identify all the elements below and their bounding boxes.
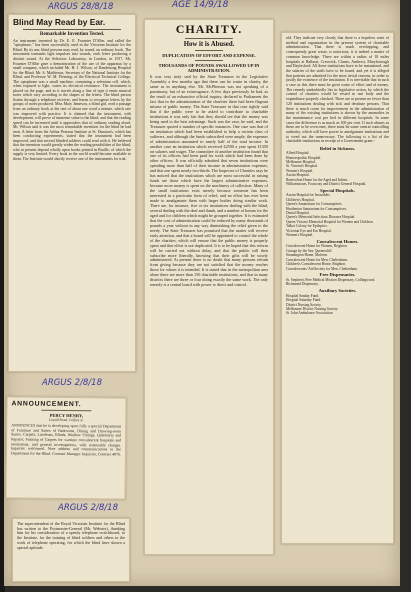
annotation-age-top: AGE 14/9/18 bbox=[172, 0, 229, 10]
list-item: Cottage by the Sea, Queenscliff. bbox=[286, 248, 333, 253]
list-item: Hospital Sunday Fund. bbox=[286, 293, 320, 298]
clipping-royal-institute bbox=[12, 518, 130, 582]
announcement-body: ANNOUNCES that he is developing upon fully a special Department of Furniture and Suites of Bedrooms, Dining and Drawing-room Suites, Carpets, Linoleum, Blinds, Window Fittings, Upholstery and Repairs; Painting of Carpets for wartime convalescent hospitals and institutions, and general investigations, with reasonable charges. Inquiries welcomed. Note address and communications to the Department for the Blind. Contract Manager. Inquiries, Contract 4076. bbox=[10, 423, 122, 457]
clipping-announcement bbox=[5, 396, 126, 499]
relief-convalescent-heading: Convalescent Homes. bbox=[316, 238, 359, 244]
list-item: Melbourne District Nursing Society. bbox=[286, 306, 339, 311]
list-item: Talbot Colony for Epileptics. bbox=[286, 224, 328, 229]
list-item: Austin Hospital. bbox=[286, 173, 310, 178]
announcement-address: Liquid Road, Collins st. bbox=[49, 417, 84, 423]
clipping-headline: Blind May Read by Ear. bbox=[13, 17, 106, 27]
annotation-argus-bottom: ARGUS 2/8/18 bbox=[58, 503, 118, 513]
relief-intro: old. They indicate very clearly that there is a hopeless want of method and organisation in the present system of charitable administration. That there is much overlapping, and consequently great waste, is notorious; it is indeed a matter of common knowledge. There are within a radius of 10 miles hospitals at Ballarat, Creswick, Clunes, Amherst, Maryborough and Daylesford. All these institutions have to be maintained, and the salaries of the staffs have to be found, and yet it is alleged that patients are admitted for the most trivial reasons, in order to justify the existence of the institution. It is inevitable that in such a case as this there must be great waste of effort and of money. The remedy undoubtedly lies in legislative action, by which the control of charities would be vested in one body and the expenditure properly checked. There are at present no fewer than 120 institutions dealing with sick and destitute persons. That there is much room for improvement in the administration of many of the existing institutions is shown by the anomalies in the maintenance cost per bed in different hospitals. In some cases the difference is as much as 100 per cent. If such abuses as these are to be overcome, there must be some central controlling authority, which will have power to amalgamate institutions and to weed out the unnecessary. The following is a list of the charitable institutions in receipt of a Government grant:- bbox=[286, 35, 389, 144]
list-item: Austin Hospital for Incurables. bbox=[286, 193, 331, 198]
charity-deck-1: DUPLICATION OF EFFORT AND EXPENSE. bbox=[162, 52, 256, 58]
list-item: District Nursing Society. bbox=[286, 302, 322, 307]
list-item: Victorian Eye and Ear Hospital. bbox=[286, 228, 332, 233]
list-item: Women's Hospital. bbox=[286, 168, 314, 173]
annotation-argus-mid: ARGUS 2/8/18 bbox=[42, 378, 102, 388]
list-item: St. Stephen's Free Medical Mission Dispensary, Collingwood. bbox=[286, 277, 376, 282]
list-item: Dental Hospital. bbox=[286, 211, 310, 216]
list-item: Queen Victoria Memorial Hospital for Women and Children. bbox=[286, 219, 374, 224]
list-item: Children's Convalescent Home, Brighton. bbox=[286, 262, 347, 267]
relief-sickness-list bbox=[286, 151, 389, 186]
list-item: Stonnington Home, Malvern. bbox=[286, 253, 329, 258]
list-item: Alfred Hospital. bbox=[286, 151, 310, 156]
relief-special-heading: Special Hospitals. bbox=[320, 187, 355, 193]
list-item: Convalescent Home for Women, Brighton. bbox=[286, 244, 348, 249]
announcement-title: PERCY HENRY, bbox=[49, 412, 83, 419]
relief-special-list bbox=[286, 193, 389, 237]
list-item: Benevolent Home for the Aged and Infirm. bbox=[286, 177, 348, 182]
list-item: Convalescents' Aid Society for Men, Cheltenham. bbox=[286, 266, 358, 271]
relief-dispensaries-list bbox=[286, 278, 389, 287]
list-item: St. Vincent's Hospital. bbox=[286, 164, 318, 169]
list-item: Queen's Memorial Infectious Diseases Hospital. bbox=[286, 215, 356, 220]
announcement-headline: ANNOUNCEMENT. bbox=[11, 400, 82, 409]
relief-convalescent-list bbox=[286, 244, 389, 270]
royal-institute-body: The superintendent of the Royal Victorian Institute for the Blind has written to the Postmaster-General (Mr. Webster), thanking him for his consideration of a speedy telephone switchboard, to the Institute, for the training of blind soldiers and others in the work of telephone operating, for which the blind have shown a special aptitude. bbox=[17, 521, 125, 550]
charity-subhead: How it is Abused. bbox=[183, 40, 235, 48]
charity-deck-2: THOUSANDS OF POUNDS SWALLOWED UP IN ADMINISTRATION. bbox=[158, 62, 260, 73]
relief-dispensaries-heading: Free Dispensaries. bbox=[319, 272, 356, 278]
list-item: Heatherton Sanatorium for Consumptives. bbox=[286, 206, 347, 211]
list-item: St. John Ambulance Association. bbox=[286, 311, 334, 316]
list-item: Queen's Sanatorium for Consumptives. bbox=[286, 202, 343, 207]
clipping-blind-read-by-ear bbox=[8, 14, 136, 372]
relief-auxiliary-list bbox=[286, 294, 389, 316]
list-item: Williamstown, Footscray and District General Hospital. bbox=[286, 182, 367, 187]
annotation-argus-top: ARGUS 28/8/18 bbox=[48, 2, 114, 12]
clipping-charity bbox=[144, 19, 274, 555]
clipping-subhead: Remarkable Invention Tested. bbox=[39, 31, 105, 37]
list-item: Melbourne Hospital. bbox=[286, 159, 316, 164]
charity-headline: CHARITY. bbox=[175, 22, 243, 36]
list-item: Richmond Dispensary. bbox=[286, 282, 319, 287]
relief-sickness-heading: Relief in Sickness. bbox=[319, 145, 356, 151]
charity-body: It was very truly said by the State Treasurer in the Legislative Assembly a few months ago that there can be waste in charity, the same as in anything else. Mr. McPherson was not speaking of a parsimony, but of an extravagance. A few days previously he had, as the result of an exhaustive official inquiry, declared to Parliament the fact that in the administration of the charities there had been flagrant misuse of public money. The State Treasurer in that case rightly said that if the public were to be asked to contribute to charitable institutions it was only fair that they should see that the money was being used to the best advantage. Such was the case, he said, and the Treasurer quoted a number of specific instances. One case was that of an institution which had been established to help a certain class of sufferers, and although the funds subscribed were ample, the expenses of administration amounted to nearly half of the total income. In another case an institution which received £2500 a year spent £1350 on salaries and wages. The committee of another institution found that one of its officers had been paid for work which had been done by other officers. It was officially admitted that seven institutions were spending more than half of their income in administration expenses, and that one spent nearly two-thirds. The Inspector of Charities says he has noticed that the institutions which are most successful in raising funds are those which have the largest administrative expenses, because more money is spent on the machinery of collection. Many of the small institutions exist merely because someone has been interested in a particular form of relief, and no effort has ever been made to amalgamate them with larger bodies doing similar work. There are, for instance, five or six institutions dealing with the blind, several dealing with the deaf and dumb, and a number of homes for the aged and for children which might be grouped together. It is estimated that the cost of administration could be reduced by many thousands of pounds a year without in any way diminishing the relief given to the needy. The State Treasurer has promised that the matter will receive early attention, and that a board will be appointed to control the whole of the charities, which will ensure that the public money is properly spent and that effort is not duplicated. It is to be hoped that this reform will be carried out without delay, and that the public will then subscribe more liberally, knowing that their gifts will be wisely administered. At present there is no doubt that many persons refrain from giving because they are not satisfied that the money reaches those for whom it is intended. It is stated that in the metropolitan area alone there are more than 150 charitable institutions, and that in many districts there are three or four doing exactly the same work. The only remedy is a central board with power to direct and control. bbox=[150, 74, 268, 288]
clipping-body: An instrument invented by Dr. E. E. Fournier D'Albe, and called the "optophone," has been successfully used in the Victorian Institute for the Blind. By its use, blind persons may read, by sound, an ordinary book. The instrument transmits light impulses into sounds, each letter producing a distinct sound. At the Selection Laboratory, in London, in 1917, Mr. Fournier D'Albe gave a demonstration of the use of the apparatus by a small company, which included Mr. H. J. Wilson, of Dandenong Hospital for the Blind; Mr. S. Mathieson, Secretary of the National Institute for the Blind, and Professor W. M. Fleming, of the Electrical Technical College. The optophone was a small machine, containing a selenium cell, which, when exposed to light, varies its electrical resistance. The instrument is placed on the page, and as it travels along a line of type it emits musical notes which vary according to the shapes of the letters. The blind person listens through a telephone receiver, and learns to recognise letters by the groups of notes produced. Miss Mary Jameson, a blind girl, read a passage from an ordinary book at the rate of about one word a minute, which rate was improved with practice. It is claimed that the instrument, with development, will prove of immense value to the blind, and that the reading speed can be increased until it approaches that of ordinary reading aloud. Mr. Wilson said it was the most remarkable invention for the blind he had seen. A letter from the Arthur Pearson Institute at St. Dunstan's, which has been conducting experiments, stated that the instrument had been improved, and that several blinded soldiers could read with it. He believed that the invention would greatly widen the reading possibilities of the blind, who at present depend wholly upon books printed in Braille, of which the supply is very limited. Every book in the world would become available to them. The Institute would shortly receive one of the instruments for trial. bbox=[13, 38, 131, 162]
clipping-relief-list bbox=[281, 32, 394, 544]
list-item: Convalescent Home for Men, Cheltenham. bbox=[286, 257, 348, 262]
list-item: Homoeopathic Hospital. bbox=[286, 155, 322, 160]
list-item: Women's Hospital. bbox=[286, 233, 314, 238]
relief-auxiliary-heading: Auxiliary Societies. bbox=[318, 288, 357, 294]
list-item: Hospital Saturday Fund. bbox=[286, 298, 322, 303]
list-item: Children's Hospital. bbox=[286, 197, 315, 202]
